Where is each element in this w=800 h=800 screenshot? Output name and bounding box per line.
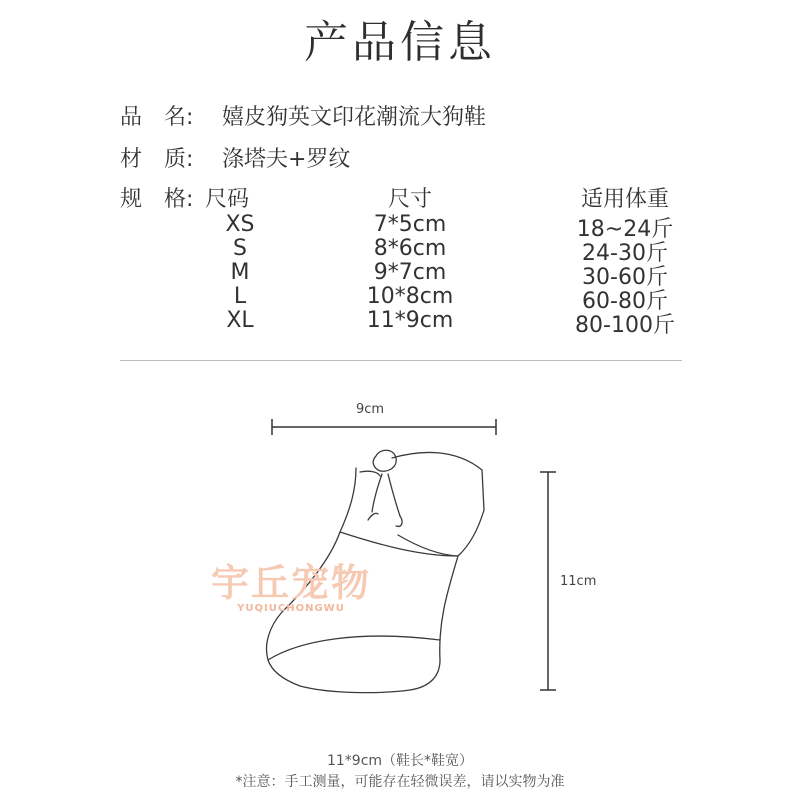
weight-cell: 18~24斤 bbox=[576, 217, 674, 242]
size-cell: M bbox=[230, 260, 250, 285]
weight-cell: 24-30斤 bbox=[582, 241, 668, 266]
watermark-sub-text: YUQIUCHONGWU bbox=[237, 603, 345, 614]
material-label: 材 质: bbox=[120, 147, 194, 172]
weight-cell: 30-60斤 bbox=[582, 265, 668, 290]
width-label: 9cm bbox=[356, 402, 385, 417]
width-dimension-line bbox=[272, 419, 496, 435]
dimension-cell: 11*9cm bbox=[366, 308, 454, 333]
dimension-cell: 8*6cm bbox=[373, 236, 447, 261]
size-cell: L bbox=[233, 284, 247, 309]
spec-label: 规 格: bbox=[120, 187, 194, 212]
size-cell: XS bbox=[225, 212, 255, 237]
weight-cell: 80-100斤 bbox=[575, 313, 675, 338]
material-value: 涤塔夫+罗纹 bbox=[222, 147, 351, 172]
size-cell: XL bbox=[226, 308, 254, 333]
size-cell: S bbox=[233, 236, 247, 261]
header-weight: 适用体重 bbox=[580, 187, 669, 212]
dimension-cell: 9*7cm bbox=[373, 260, 447, 285]
product-name-label: 品 名: bbox=[120, 105, 194, 130]
size-caption: 11*9cm（鞋长*鞋宽） bbox=[326, 753, 474, 769]
dimension-cell: 10*8cm bbox=[366, 284, 454, 309]
watermark-main-text: 宇丘宠物 bbox=[210, 561, 371, 605]
dimension-cell: 7*5cm bbox=[373, 212, 447, 237]
header-size: 尺码 bbox=[205, 187, 250, 212]
height-label: 11cm bbox=[560, 574, 597, 589]
measurement-note: *注意：手工测量，可能存在轻微误差，请以实物为准 bbox=[235, 774, 565, 790]
height-dimension-line bbox=[540, 472, 556, 690]
watermark-logo bbox=[196, 552, 386, 614]
product-name-value: 嬉皮狗英文印花潮流大狗鞋 bbox=[222, 105, 487, 130]
weight-cell: 60-80斤 bbox=[582, 289, 668, 314]
header-dimensions: 尺寸 bbox=[387, 187, 432, 212]
page-title: 产品信息 bbox=[304, 17, 496, 68]
